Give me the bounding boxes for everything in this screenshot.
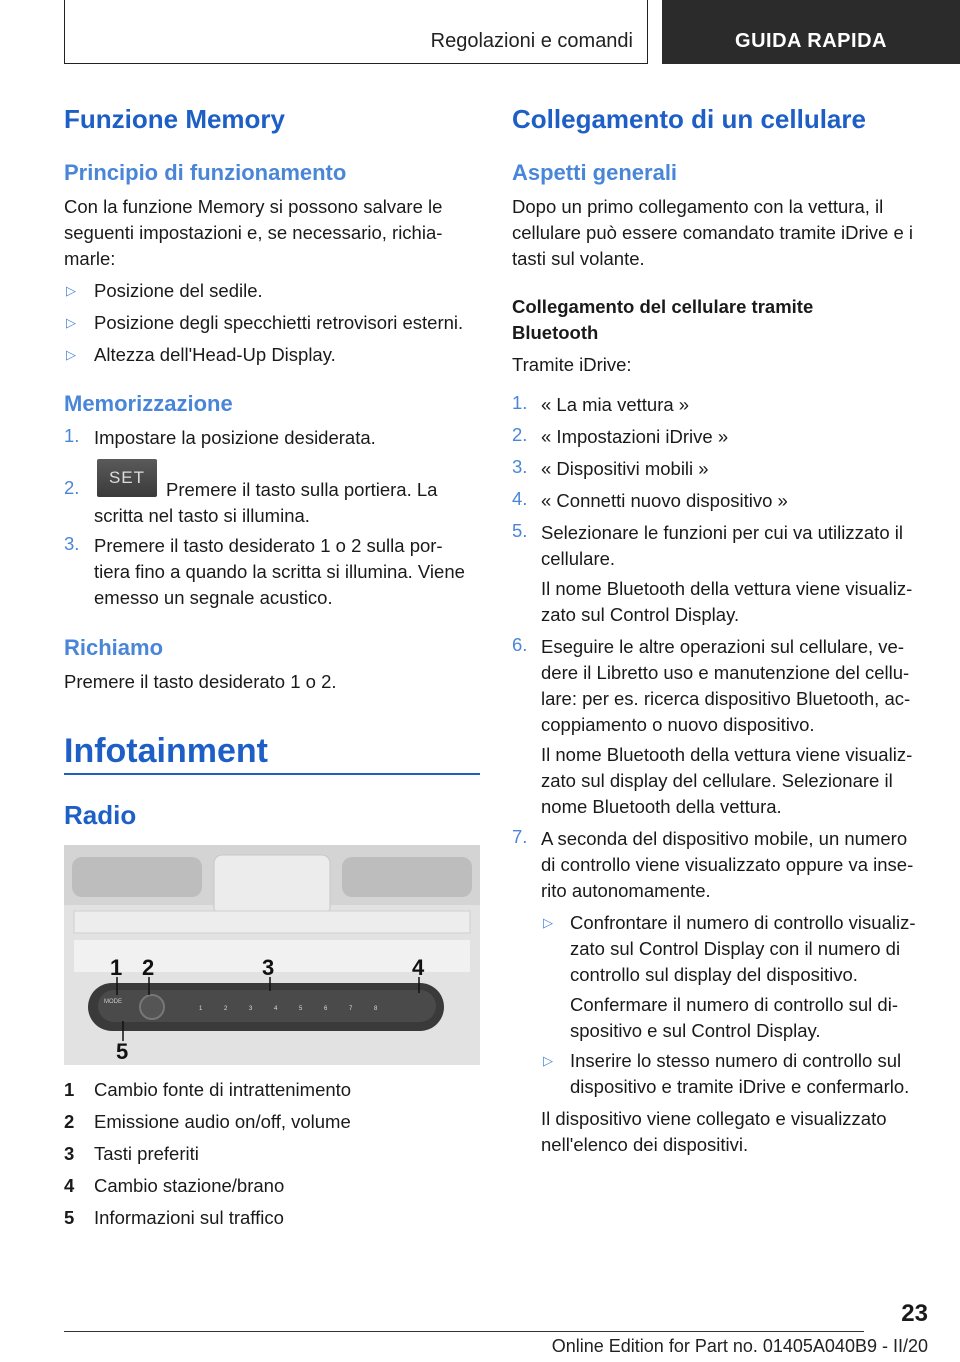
step-number: 3.	[512, 456, 528, 477]
general-line: Dopo un primo collegamento con la vettura, il	[512, 196, 884, 217]
preset-label: 7	[349, 1006, 353, 1012]
header-tab-label: GUIDA RAPIDA	[735, 30, 887, 52]
recall-text: Premere il tasto desiderato 1 o 2.	[64, 671, 337, 692]
step-text: coppiamento o nuovo dispositivo.	[541, 714, 815, 735]
preset-label: 2	[224, 1006, 228, 1012]
general-line: tasti sul volante.	[512, 248, 645, 269]
legend-number: 1	[64, 1079, 75, 1100]
legend-text: Cambio fonte di intrattenimento	[94, 1079, 352, 1100]
bullet-triangle-icon: ▷	[66, 347, 76, 362]
step-number: 4.	[512, 488, 528, 509]
legend-number: 5	[64, 1207, 75, 1228]
principle-title: Principio di funzionamento	[64, 160, 347, 185]
infotainment-title: Infotainment	[64, 732, 268, 770]
principle-line-3: marle:	[64, 248, 116, 269]
footer-edition: Online Edition for Part no. 01405A040B9 - II/20	[551, 1336, 928, 1356]
callout-4: 4	[412, 955, 425, 980]
header-section-box	[64, 0, 648, 64]
legend-number: 4	[64, 1175, 75, 1196]
bullet-item: Posizione degli specchietti retrovisori esterni.	[94, 312, 464, 333]
bt-title-line: Bluetooth	[512, 322, 599, 343]
general-line: cellulare può essere comandato tramite iDrive e i	[512, 222, 914, 243]
legend-text: Tasti preferiti	[94, 1143, 199, 1164]
callout-2: 2	[142, 955, 155, 980]
step-number: 6.	[512, 634, 528, 655]
footer-rule	[64, 1331, 864, 1332]
legend-text: Cambio stazione/brano	[94, 1175, 285, 1196]
step-text: tiera fino a quando la scritta si illumina. Viene	[94, 561, 465, 582]
step-number: 7.	[512, 826, 528, 847]
step-text: Eseguire le altre operazioni sul cellulare, ve-	[541, 636, 904, 657]
page-number: 23	[901, 1300, 928, 1327]
step-text: rito autonomamente.	[541, 880, 711, 901]
legend-text: Emissione audio on/off, volume	[94, 1111, 351, 1132]
step-text: cellulare.	[541, 548, 616, 569]
step-note: zato sul Control Display.	[541, 604, 740, 625]
preset-label: 3	[249, 1006, 253, 1012]
step-text: di controllo viene visualizzato oppure va inse-	[541, 854, 914, 875]
step-text: emesso un segnale acustico.	[94, 587, 333, 608]
preset-label: 6	[324, 1006, 328, 1012]
bullet-item: Posizione del sedile.	[94, 280, 263, 301]
step-number: 3.	[64, 533, 80, 554]
preset-label: 4	[274, 1006, 278, 1012]
sub-note: spositivo e sul Control Display.	[570, 1020, 821, 1041]
step-note: Il nome Bluetooth della vettura viene visualiz-	[541, 578, 913, 599]
preset-label: 5	[299, 1006, 303, 1012]
general-title: Aspetti generali	[512, 160, 678, 185]
radio-illustration	[64, 845, 480, 1065]
radio-title: Radio	[64, 800, 137, 830]
sub-text: dispositivo e tramite iDrive e confermarlo.	[570, 1076, 910, 1097]
preset-label: 1	[199, 1006, 203, 1012]
step-text: « Dispositivi mobili »	[541, 458, 709, 479]
final-text: nell'elenco dei dispositivi.	[541, 1134, 749, 1155]
bullet-triangle-icon: ▷	[543, 915, 553, 930]
sub-text: Confrontare il numero di controllo visualiz-	[570, 912, 916, 933]
step-text: scritta nel tasto si illumina.	[94, 505, 310, 526]
legend-number: 2	[64, 1111, 75, 1132]
step-note: zato sul display del cellulare. Selezionare il	[541, 770, 893, 791]
step-number: 2.	[512, 424, 528, 445]
step-text: Impostare la posizione desiderata.	[94, 427, 376, 448]
set-button-label: SET	[108, 468, 146, 487]
callout-3: 3	[262, 955, 275, 980]
bullet-triangle-icon: ▷	[66, 283, 76, 298]
legend-number: 3	[64, 1143, 75, 1164]
callout-1: 1	[110, 955, 123, 980]
principle-line-2: seguenti impostazioni e, se necessario, richia-	[64, 222, 443, 243]
principle-line-1: Con la funzione Memory si possono salvare le	[64, 196, 443, 217]
store-title: Memorizzazione	[64, 391, 233, 416]
callout-5: 5	[116, 1039, 129, 1064]
final-text: Il dispositivo viene collegato e visualizzato	[541, 1108, 887, 1129]
step-number: 1.	[512, 392, 528, 413]
legend-text: Informazioni sul traffico	[94, 1207, 284, 1228]
bullet-triangle-icon: ▷	[543, 1053, 553, 1068]
step-note: Il nome Bluetooth della vettura viene visualiz-	[541, 744, 913, 765]
step-text: « La mia vettura »	[541, 394, 690, 415]
sub-text: zato sul Control Display con il numero di	[570, 938, 901, 959]
step-number: 2.	[64, 477, 80, 498]
step-text: Premere il tasto sulla portiera. La	[166, 479, 438, 500]
header-tab	[662, 0, 960, 64]
header-section-title: Regolazioni e comandi	[430, 30, 633, 52]
memory-title: Funzione Memory	[64, 104, 286, 134]
step-text: Selezionare le funzioni per cui va utilizzato il	[541, 522, 903, 543]
step-text: Premere il tasto desiderato 1 o 2 sulla por-	[94, 535, 443, 556]
preset-label: 8	[374, 1006, 378, 1012]
sub-text: controllo sul display del dispositivo.	[570, 964, 858, 985]
phone-title: Collegamento di un cellulare	[512, 104, 866, 134]
sub-note: Confermare il numero di controllo sul di-	[570, 994, 898, 1015]
set-button-image	[97, 459, 157, 497]
step-text: dere il Libretto uso e manutenzione del cellu-	[541, 662, 910, 683]
step-number: 1.	[64, 425, 80, 446]
radio-mode-label: MODE	[104, 999, 122, 1005]
step-number: 5.	[512, 520, 528, 541]
sub-text: Inserire lo stesso numero di controllo sul	[570, 1050, 902, 1071]
step-note: nome Bluetooth della vettura.	[541, 796, 782, 817]
step-text: lare: per es. ricerca dispositivo Bluetooth, ac-	[541, 688, 911, 709]
bullet-triangle-icon: ▷	[66, 315, 76, 330]
bt-title-line: Collegamento del cellulare tramite	[512, 296, 814, 317]
via-text: Tramite iDrive:	[512, 354, 632, 375]
step-text: A seconda del dispositivo mobile, un numero	[541, 828, 908, 849]
recall-title: Richiamo	[64, 635, 164, 660]
step-text: « Connetti nuovo dispositivo »	[541, 490, 788, 511]
section-rule	[64, 773, 480, 775]
bullet-item: Altezza dell'Head-Up Display.	[94, 344, 336, 365]
step-text: « Impostazioni iDrive »	[541, 426, 729, 447]
